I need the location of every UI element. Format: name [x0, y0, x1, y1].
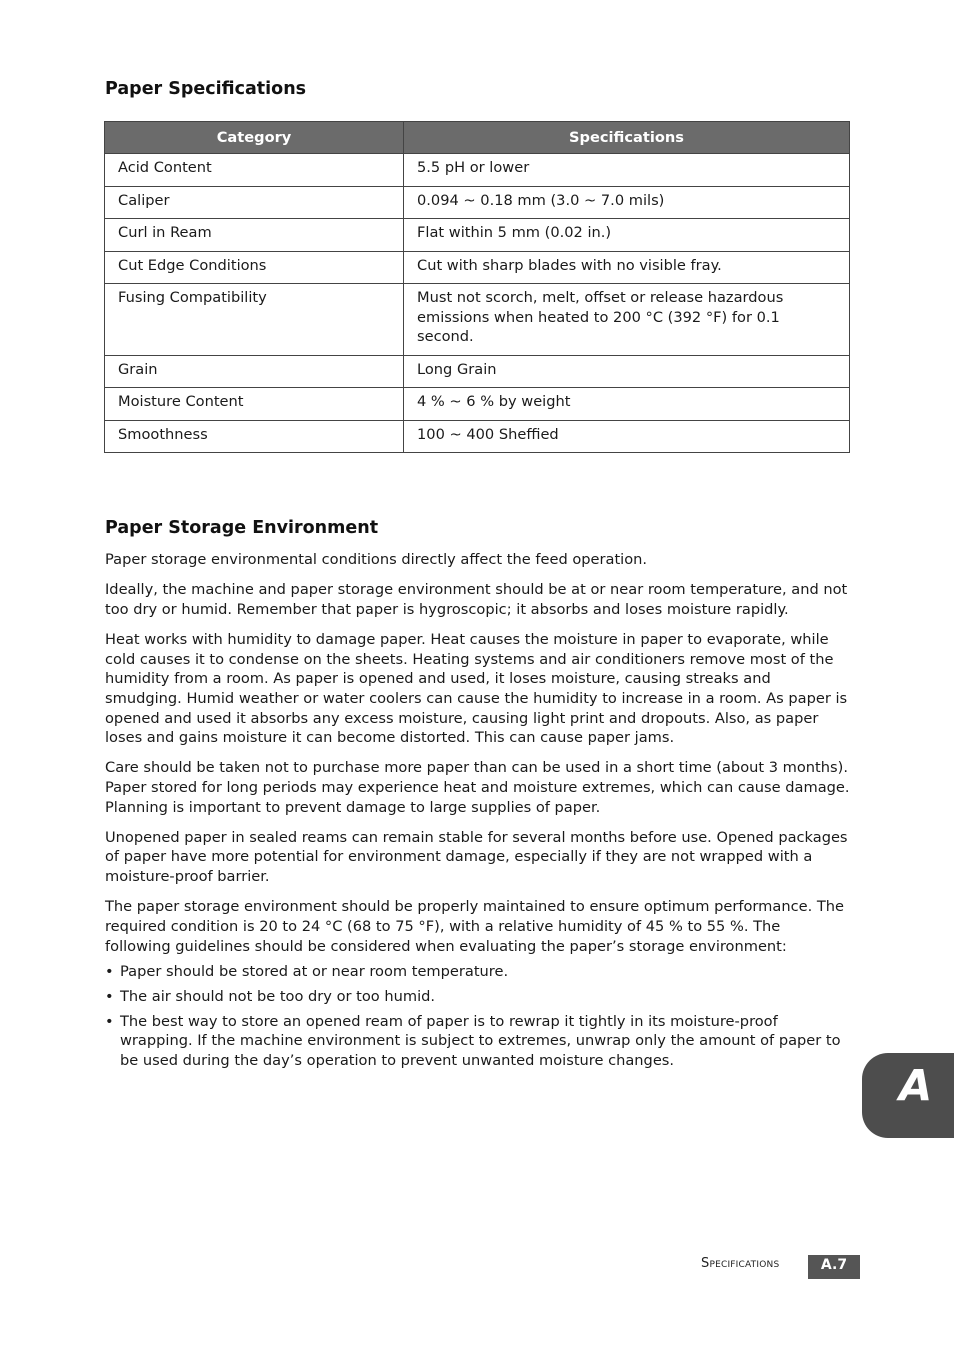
storage-section-body — [105, 550, 850, 1076]
table-row — [105, 186, 850, 219]
table-row — [105, 219, 850, 252]
spec-cell: 0.094 ~ 0.18 mm (3.0 ~ 7.0 mils) — [404, 186, 850, 219]
appendix-tab-letter: A — [899, 1061, 933, 1111]
footer-page-number: A.7 — [808, 1255, 860, 1279]
category-cell: Fusing Compatibility — [105, 284, 404, 356]
category-cell: Grain — [105, 355, 404, 388]
bullet-icon: • — [105, 962, 114, 980]
spec-cell: 5.5 pH or lower — [404, 154, 850, 187]
paragraph: Ideally, the machine and paper storage environment should be at or near room temperature, and not too dry or humid. Remember that paper is hygroscopic; it absorbs and loses moisture rapidly. — [105, 581, 848, 618]
section-title-paper-storage-environment: Paper Storage Environment — [105, 518, 379, 538]
spec-cell: 4 % ~ 6 % by weight — [404, 388, 850, 421]
paragraph: Care should be taken not to purchase more paper than can be used in a short time (about 3 months). Paper stored for long periods may experience heat and moisture extremes, which can cause damage. Planning is important to prevent damage to large supplies of paper. — [105, 759, 850, 816]
bullet-icon: • — [105, 987, 114, 1005]
category-cell: Caliper — [105, 186, 404, 219]
spec-cell: Cut with sharp blades with no visible fray. — [404, 251, 850, 284]
guidelines-list — [105, 962, 850, 1071]
list-item-text: The best way to store an opened ream of paper is to rewrap it tightly in its moisture-proof wrapping. If the machine environment is subject to extremes, unwrap only the amount of paper to be used during the day’s operation to prevent unwanted moisture changes. — [120, 1012, 841, 1069]
paragraph: Heat works with humidity to damage paper. Heat causes the moisture in paper to evaporate, while cold causes it to condense on the sheets. Heating systems and air conditioners remove most of the humidity from a room. As paper is opened and used, it loses moisture, causing streaks and smudging. Humid weather or water coolers can cause the humidity to increase in a room. As paper is opened and used it absorbs any excess moisture, causing light print and dropouts. Also, as paper loses and gains moisture it can become distorted. This can cause paper jams. — [105, 631, 848, 747]
table-row — [105, 154, 850, 187]
bullet-icon: • — [105, 1012, 114, 1030]
footer-section-label: Specifications — [701, 1256, 780, 1271]
list-item — [105, 1012, 850, 1071]
category-cell: Curl in Ream — [105, 219, 404, 252]
table-header-row — [105, 122, 850, 154]
spec-cell: Must not scorch, melt, offset or release hazardous emissions when heated to 200 °C (392 °F) for 0.1 second. — [404, 284, 850, 356]
column-header-category: Category — [105, 122, 404, 154]
spec-cell: Flat within 5 mm (0.02 in.) — [404, 219, 850, 252]
paragraph: Paper storage environmental conditions directly affect the feed operation. — [105, 551, 648, 568]
spec-cell: Long Grain — [404, 355, 850, 388]
spec-cell: 100 ~ 400 Sheffied — [404, 420, 850, 453]
paragraph: Unopened paper in sealed reams can remain stable for several months before use. Opened packages of paper have more potential for environment damage, especially if they are not wrapped with a moisture-proof barrier. — [105, 828, 848, 886]
category-cell: Smoothness — [105, 420, 404, 453]
table-row — [105, 284, 850, 356]
table-row — [105, 420, 850, 453]
column-header-specifications: Specifications — [404, 122, 850, 154]
table-row — [105, 251, 850, 284]
section-title-paper-specifications: Paper Specifications — [105, 79, 307, 99]
list-item — [105, 962, 850, 982]
list-item-text: The air should not be too dry or too humid. — [120, 987, 436, 1005]
category-cell: Cut Edge Conditions — [105, 251, 404, 284]
category-cell: Moisture Content — [105, 388, 404, 421]
paragraph: The paper storage environment should be properly maintained to ensure optimum performance. The required condition is 20 to 24 °C (68 to 75 °F), with a relative humidity of 45 % to 55 %. The following guidelines should be considered when evaluating the paper’s storage environment: — [105, 898, 844, 955]
table-row — [105, 388, 850, 421]
paper-specifications-table — [104, 121, 850, 453]
appendix-side-tab — [862, 1053, 954, 1138]
table-row — [105, 355, 850, 388]
list-item-text: Paper should be stored at or near room temperature. — [120, 962, 509, 980]
category-cell: Acid Content — [105, 154, 404, 187]
list-item — [105, 987, 850, 1007]
